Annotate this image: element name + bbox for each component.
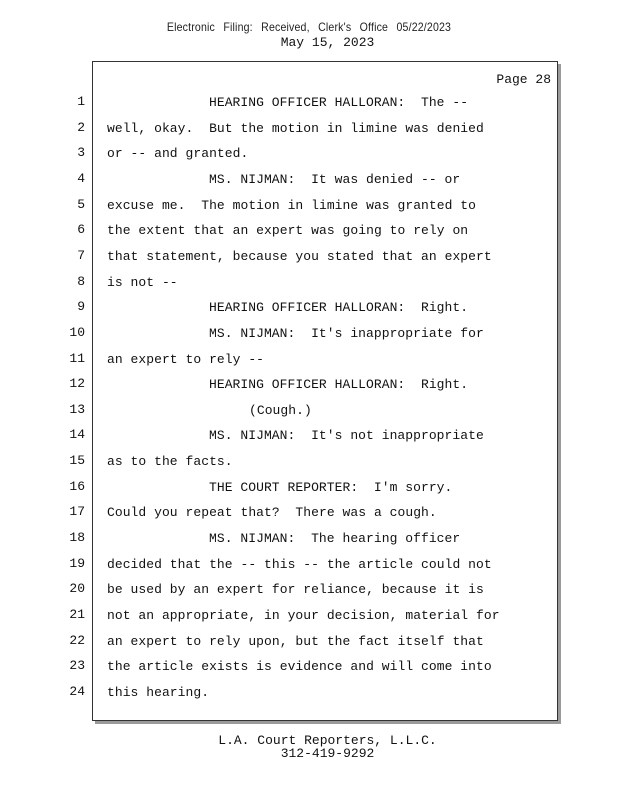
line-number: 16 (69, 478, 85, 494)
transcript-line: decided that the -- this -- the article could not (107, 556, 492, 572)
line-number: 24 (69, 683, 85, 699)
line-number: 11 (69, 350, 85, 366)
transcript-line: HEARING OFFICER HALLORAN: Right. (209, 377, 469, 393)
transcript-line: an expert to rely -- (107, 351, 265, 367)
transcript-line: excuse me. The motion in limine was granted to (107, 197, 477, 213)
transcript-lines (93, 62, 557, 720)
line-number: 21 (69, 607, 85, 622)
line-number: 14 (69, 427, 85, 443)
line-number: 10 (69, 324, 85, 340)
line-number: 20 (69, 581, 85, 597)
transcript-page (92, 61, 558, 721)
line-number: 18 (69, 530, 85, 546)
line-number: 4 (77, 170, 85, 186)
line-number: 22 (69, 632, 85, 648)
transcript-line: MS. NIJMAN: It's not inappropriate (209, 428, 484, 444)
reporter-phone: 312-419-9292 (280, 746, 375, 761)
line-number: 12 (69, 376, 85, 392)
transcript-line: as to the facts. (107, 454, 233, 470)
transcript-line: HEARING OFFICER HALLORAN: The -- (209, 95, 469, 110)
line-number: 6 (77, 222, 85, 238)
transcript-line: not an appropriate, in your decision, material for (107, 608, 500, 623)
transcript-line: MS. NIJMAN: The hearing officer (209, 531, 461, 547)
line-number: 17 (69, 504, 85, 520)
transcript-line: is not -- (107, 274, 178, 290)
line-number: 15 (69, 453, 85, 469)
line-number: 7 (77, 247, 85, 263)
transcript-line: MS. NIJMAN: It was denied -- or (209, 171, 461, 187)
transcript-line: the article exists is evidence and will come into (107, 659, 492, 675)
transcript-line: this hearing. (107, 684, 210, 700)
transcript-line: THE COURT REPORTER: I'm sorry. (209, 479, 453, 495)
transcript-line: MS. NIJMAN: It's inappropriate for (209, 325, 484, 341)
line-number: 3 (77, 145, 85, 161)
line-number: 5 (77, 196, 85, 212)
line-number: 19 (69, 555, 85, 571)
page-number: Page 28 (496, 72, 551, 87)
transcript-line: an expert to rely upon, but the fact itself that (107, 633, 484, 649)
transcript-line: be used by an expert for reliance, because it is (107, 582, 484, 598)
transcript-line: (Cough.) (249, 402, 312, 418)
filing-stamp: Electronic Filing: Received, Clerk's Office 05/22/2023 (166, 20, 452, 34)
transcript-line: that statement, because you stated that an expert (107, 248, 492, 264)
transcript-line: the extent that an expert was going to rely on (107, 223, 469, 239)
line-number: 23 (69, 658, 85, 674)
transcript-line: or -- and granted. (107, 146, 249, 162)
transcript-line: well, okay. But the motion in limine was denied (107, 120, 484, 136)
transcript-line: Could you repeat that? There was a cough. (107, 505, 437, 521)
line-number: 9 (77, 299, 85, 315)
transcript-line: HEARING OFFICER HALLORAN: Right. (209, 300, 469, 316)
reporter-company: L.A. Court Reporters, L.L.C. (218, 733, 437, 748)
line-number: 2 (77, 119, 85, 135)
line-number: 13 (69, 401, 85, 417)
line-number: 8 (77, 273, 85, 289)
transcript-date: May 15, 2023 (280, 35, 375, 50)
line-number: 1 (77, 94, 85, 109)
